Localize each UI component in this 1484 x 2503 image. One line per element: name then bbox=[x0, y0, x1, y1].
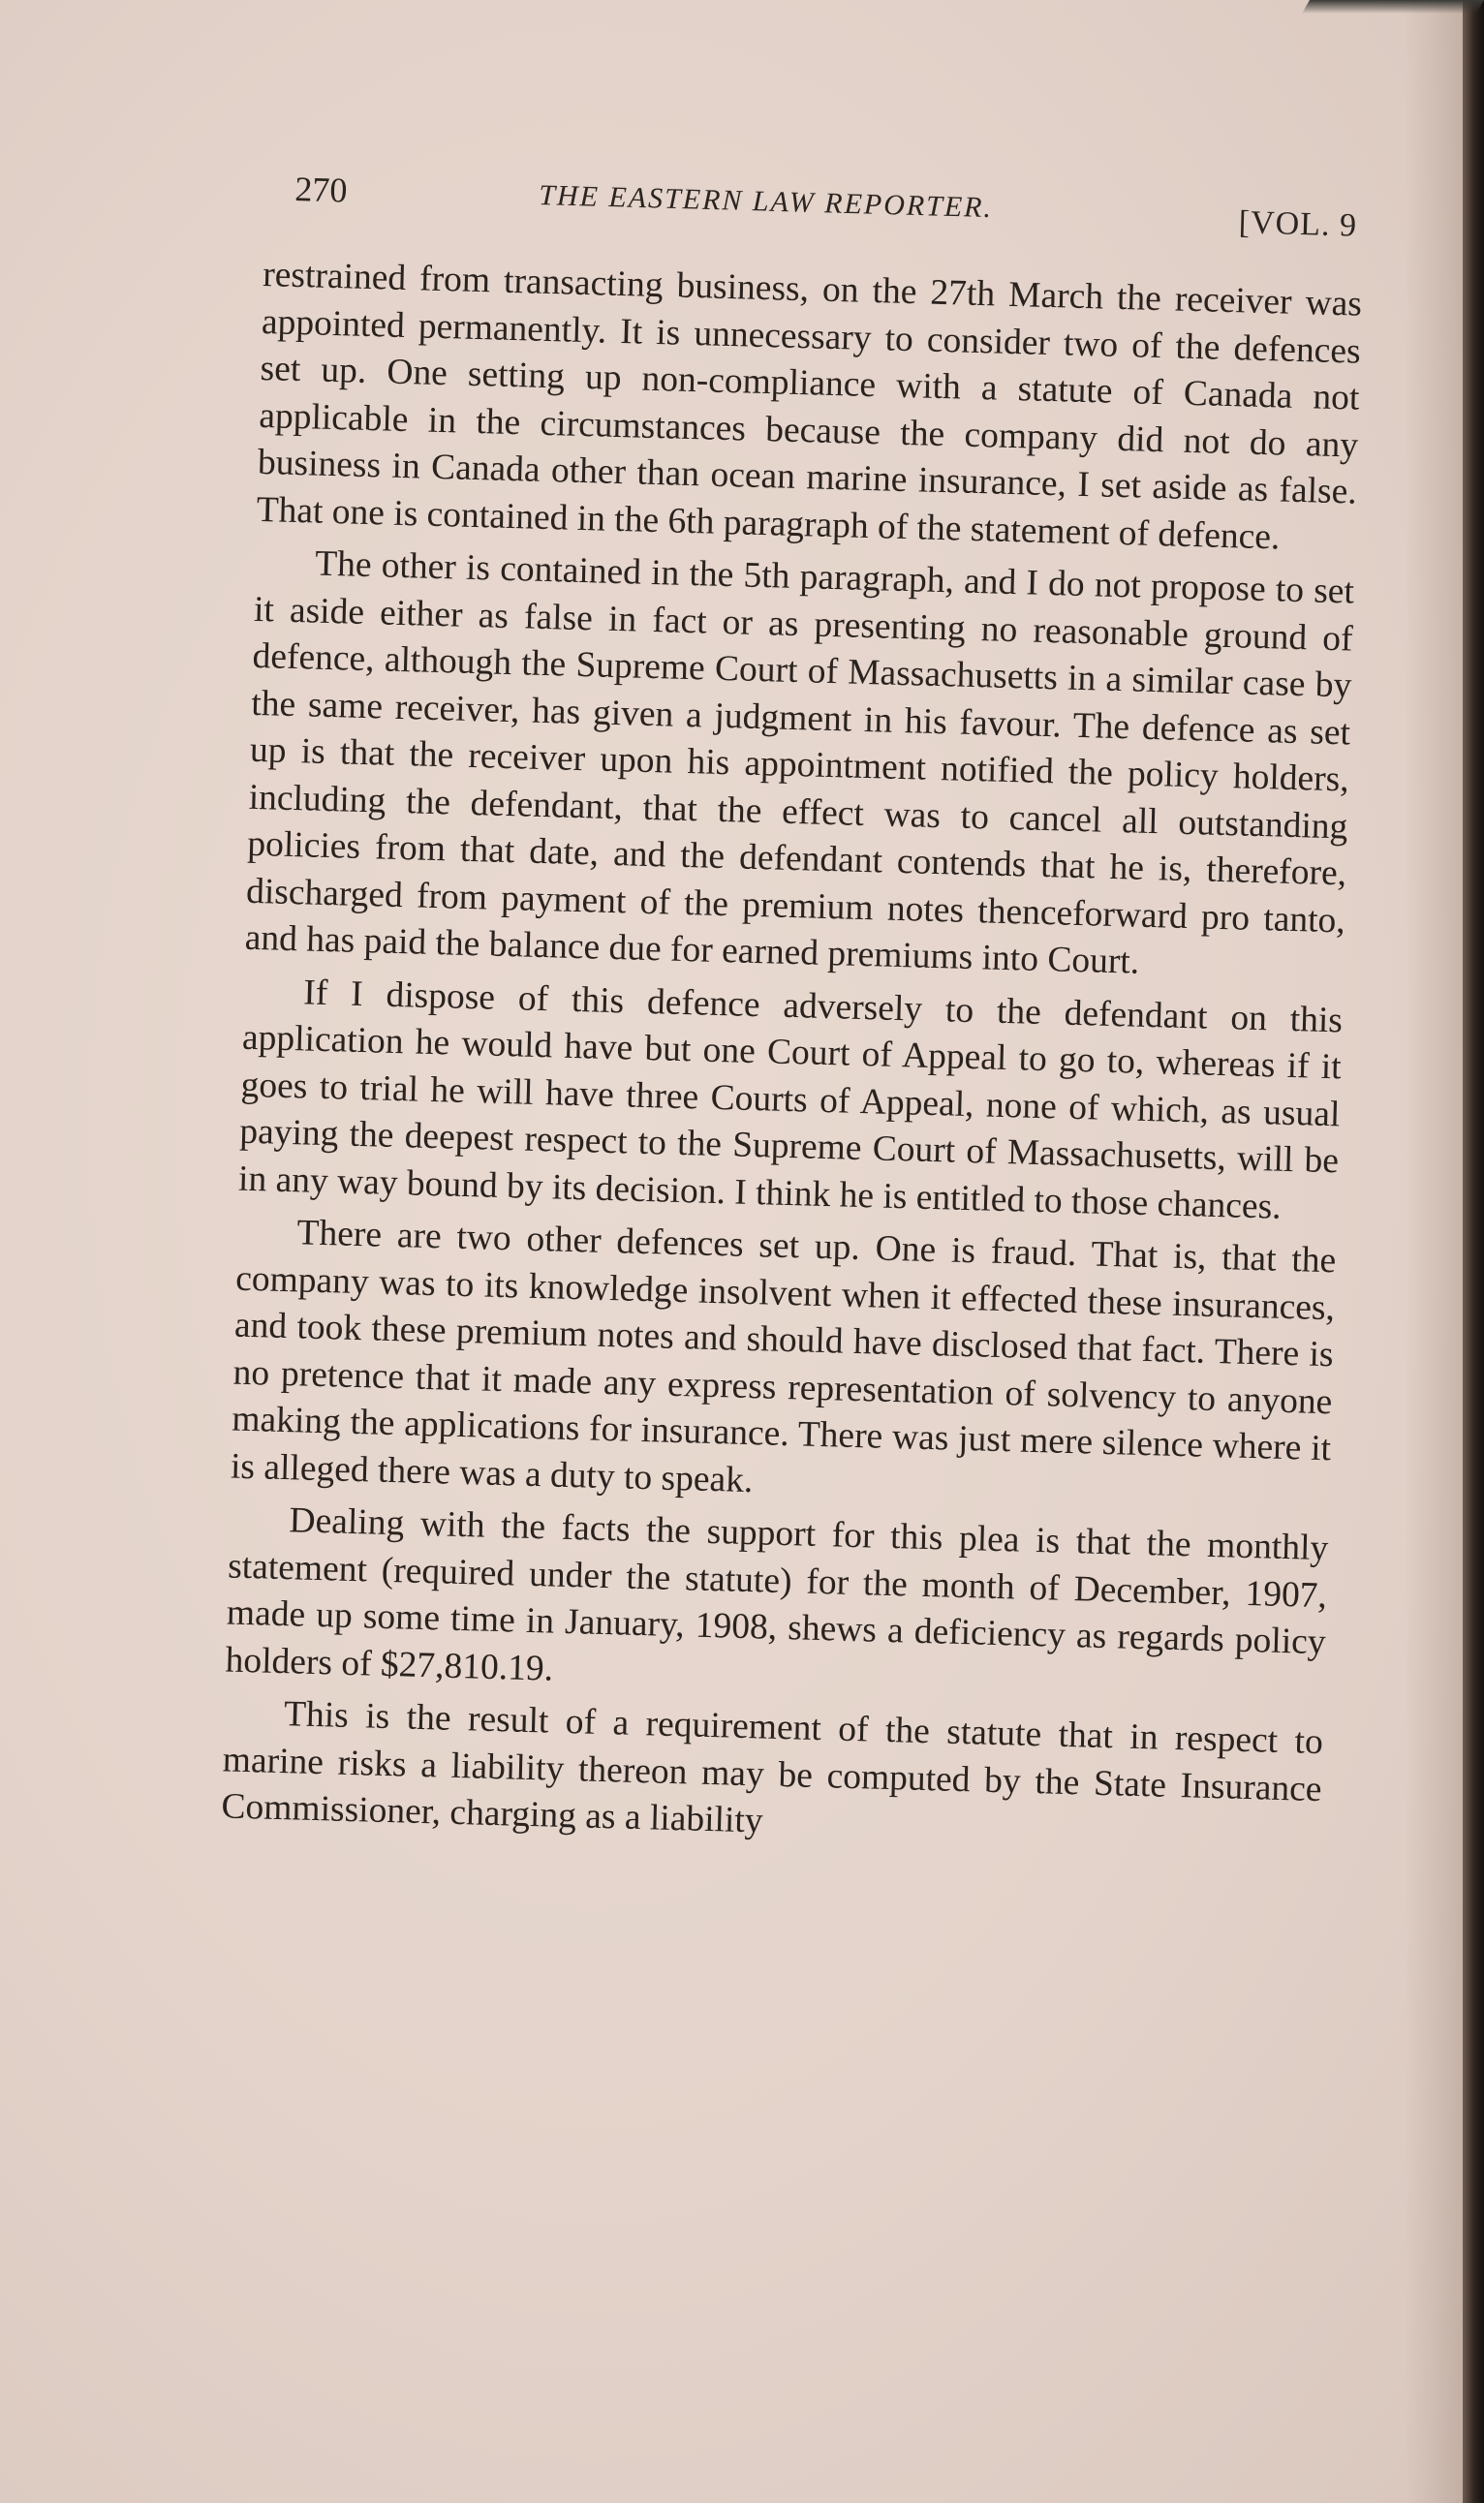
body-text bbox=[221, 252, 1363, 1867]
paragraph: Dealing with the facts the support for this plea is that the monthly statement (required under the statute) for the month of December, 1907, made up some time in January, 1908, shews a deficiency as regards policy holders of $27,810.19. bbox=[225, 1500, 1329, 1689]
paragraph: This is the result of a requirement of the statute that in respect to marine risks a liability thereon may be computed by the State Insurance Commissioner, charging as a liability bbox=[221, 1694, 1324, 1841]
page-number: 270 bbox=[294, 169, 348, 210]
book-edge bbox=[1463, 0, 1484, 2503]
running-title: THE EASTERN LAW REPORTER. bbox=[538, 179, 994, 225]
page-gutter-shadow bbox=[1405, 0, 1463, 2503]
paragraph-continuation: restrained from transacting business, on the 27th March the receiver was appointed permanently. It is unnecessary to consider two of the defences set up. One setting up non-compliance with a statute of Canada not applicable in the circumstances because the company did not do any business in Canada other than ocean marine insurance, I set aside as false. That one is contained in the 6th paragraph of the statement of defence. bbox=[256, 254, 1363, 557]
running-header bbox=[294, 169, 1370, 257]
paragraph: If I dispose of this defence adversely to the defendant on this application he would have but one Court of Appeal to go to, whereas if it goes to trial he will have three Courts of Appeal, none of which, as usual paying the deepest respect to the Supreme Court of Massachusetts, will be in any way bound by its decision. I think he is entitled to those chances. bbox=[237, 972, 1344, 1227]
book-corner bbox=[1302, 0, 1484, 14]
paragraph: The other is contained in the 5th paragraph, and I do not propose to set it aside either as false in fact or as presenting no reasonable ground of defence, although the Supreme Court of Massachusetts in a similar case by the same receiver, has given a judgment in his favour. The defence as set up is that the receiver upon his appointment notified the policy holders, including the defendant, that the effect was to cancel all outstanding policies from that date, and the defendant contends that he is, therefore, discharged from payment of the premium notes thenceforward pro tanto, and has paid the balance due for earned premiums into Court. bbox=[244, 543, 1355, 982]
paragraph: There are two other defences set up. One is fraud. That is, that the company was to its knowledge insolvent when it effected these insurances, and took these premium notes and should have disclosed that fact. There is no pretence that it made any express representation of solvency to anyone making the applications for insurance. There was just mere silence where it is alleged there was a duty to speak. bbox=[230, 1213, 1337, 1500]
volume-label: [VOL. 9 bbox=[1238, 204, 1358, 244]
